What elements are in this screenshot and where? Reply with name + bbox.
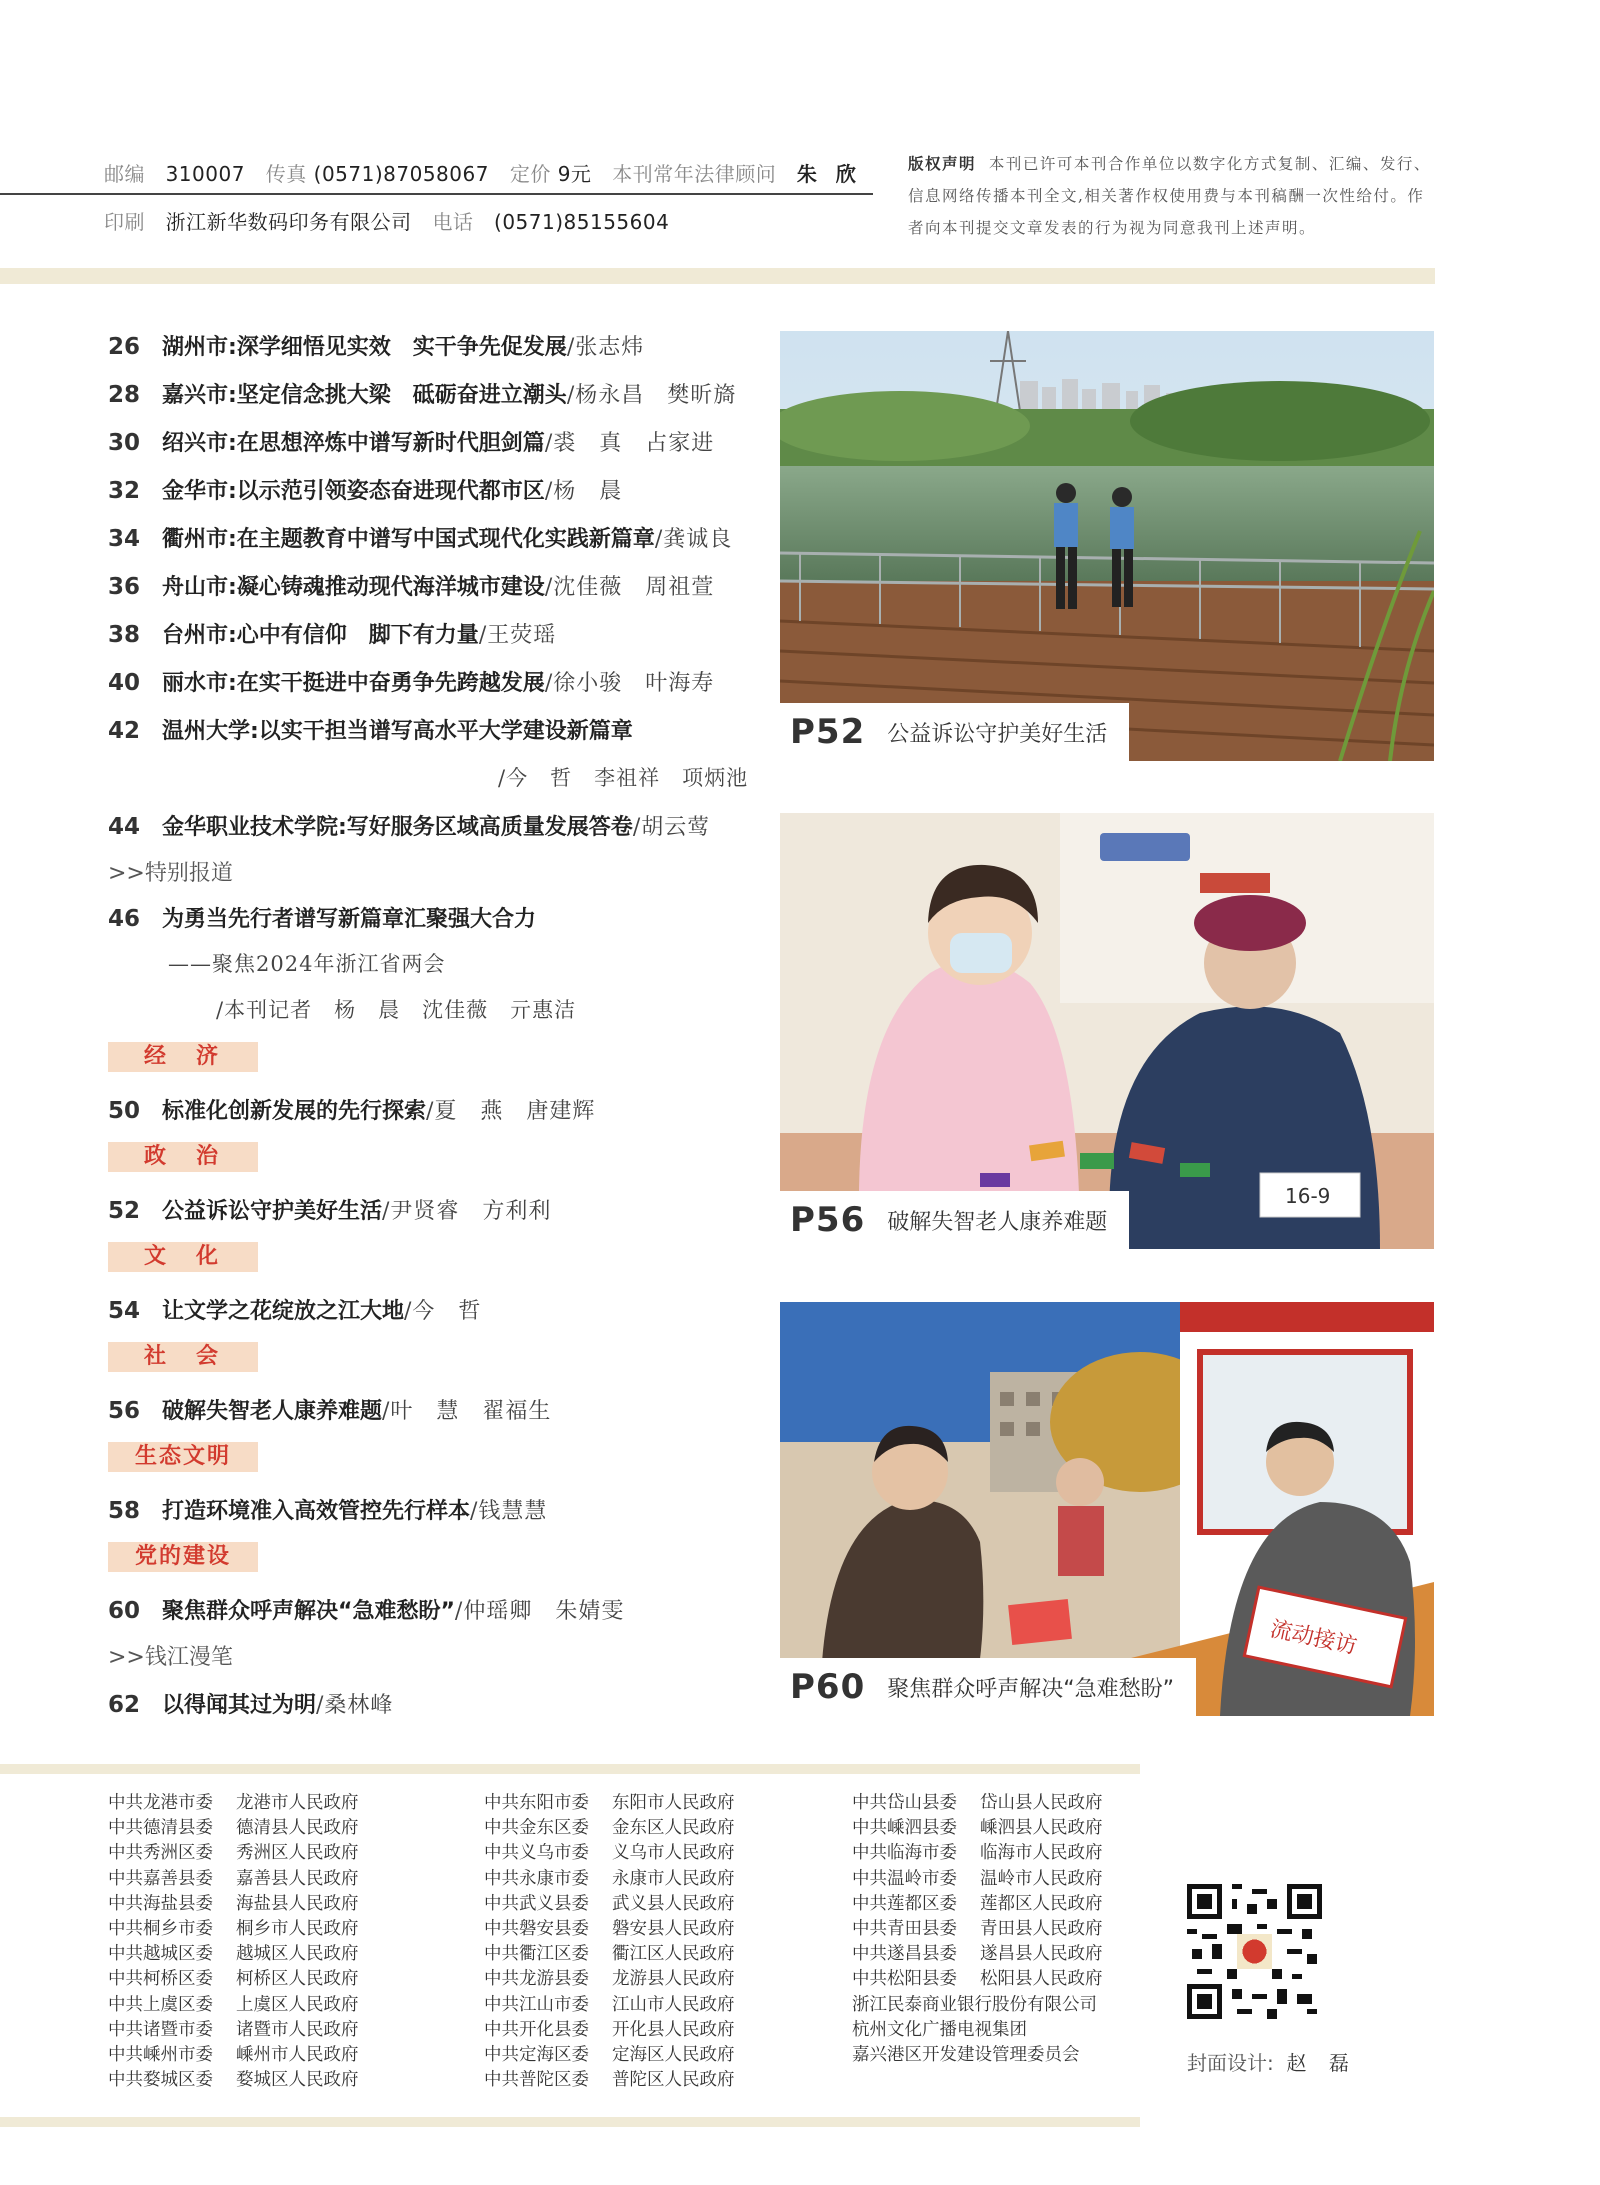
toc-entry-52[interactable] bbox=[108, 1194, 551, 1225]
toc-entry-58[interactable] bbox=[108, 1494, 547, 1525]
toc-subtitle-46: ——聚焦2024年浙江省两会 bbox=[168, 952, 446, 976]
price-label: 定价 bbox=[509, 162, 551, 186]
toc-entry-50[interactable] bbox=[108, 1094, 595, 1125]
toc-title: 让文学之花绽放之江大地 bbox=[162, 1299, 405, 1324]
toc-page: 36 bbox=[108, 574, 141, 600]
sponsor-row: 中共嵊泗县委 嵊泗县人民政府 bbox=[852, 1818, 1103, 1839]
sponsor-row: 中共越城区委 越城区人民政府 bbox=[108, 1944, 359, 1965]
photo-page-number: P60 bbox=[790, 1667, 866, 1707]
toc-author: /沈佳薇 周祖萱 bbox=[544, 575, 715, 600]
toc-title: 公益诉讼守护美好生活 bbox=[162, 1199, 383, 1224]
sponsor-row: 中共武义县委 武义县人民政府 bbox=[484, 1893, 735, 1914]
sponsor-row: 中共义乌市委 义乌市人民政府 bbox=[484, 1843, 735, 1864]
sponsor-row: 中共定海区委 定海区人民政府 bbox=[484, 2045, 735, 2066]
toc-author-42: /今 哲 李祖祥 项炳池 bbox=[498, 766, 749, 790]
toc-entry-32[interactable] bbox=[108, 474, 622, 505]
sponsor-row: 中共江山市委 江山市人民政府 bbox=[484, 1994, 735, 2015]
toc-page: 54 bbox=[108, 1298, 141, 1324]
sponsor-row: 中共永康市委 永康市人民政府 bbox=[484, 1868, 735, 1889]
toc-entry-56[interactable] bbox=[108, 1394, 551, 1425]
toc-page: 46 bbox=[108, 906, 141, 932]
photo-page-number: P56 bbox=[790, 1200, 866, 1240]
sponsor-row: 中共诸暨市委 诸暨市人民政府 bbox=[108, 2019, 359, 2040]
toc-page: 26 bbox=[108, 334, 141, 360]
sponsor-row: 中共松阳县委 松阳县人民政府 bbox=[852, 1969, 1103, 1990]
toc-author: /桑林峰 bbox=[316, 1693, 394, 1718]
sponsor-row: 中共遂昌县委 遂昌县人民政府 bbox=[852, 1944, 1103, 1965]
toc-author: /夏 燕 唐建辉 bbox=[426, 1099, 596, 1124]
toc-page: 60 bbox=[108, 1598, 141, 1624]
sponsor-row: 中共上虞区委 上虞区人民政府 bbox=[108, 1994, 359, 2015]
category-society: 社 会 bbox=[108, 1342, 258, 1372]
sponsor-row: 中共普陀区委 普陀区人民政府 bbox=[484, 2070, 735, 2091]
section-special-report[interactable]: >>特别报道 bbox=[108, 861, 233, 886]
toc-title: 温州大学:以实干担当谱写高水平大学建设新篇章 bbox=[162, 719, 633, 744]
sponsor-row: 中共开化县委 开化县人民政府 bbox=[484, 2019, 735, 2040]
toc-entry-60[interactable] bbox=[108, 1594, 624, 1625]
copyright-text: 本刊已许可本刊合作单位以数字化方式复制、汇编、发行、信息网络传播本刊全文,相关著作权使用费与本刊稿酬一次性给付。作者向本刊提交文章发表的行为视为同意我刊上述声明。 bbox=[908, 155, 1431, 237]
toc-title: 嘉兴市:坚定信念挑大梁 砥砺奋进立潮头 bbox=[162, 383, 567, 408]
category-politics: 政 治 bbox=[108, 1142, 258, 1172]
category-economy: 经 济 bbox=[108, 1042, 258, 1072]
photo-caption-text: 公益诉讼守护美好生活 bbox=[887, 721, 1108, 747]
sponsor-row: 浙江民泰商业银行股份有限公司 bbox=[852, 1994, 1097, 2015]
toc-author: /叶 慧 翟福生 bbox=[382, 1399, 552, 1424]
photo-caption-p52 bbox=[780, 703, 1129, 761]
sponsor-column-3 bbox=[852, 1791, 1103, 2068]
copyright-label: 版权声明 bbox=[908, 155, 977, 173]
photo-sign-visit: 流动接访 bbox=[1267, 1616, 1360, 1660]
toc-title: 金华职业技术学院:写好服务区域高质量发展答卷 bbox=[162, 815, 633, 840]
copyright-notice bbox=[908, 148, 1436, 244]
fax-label: 传真 bbox=[265, 162, 307, 186]
photo-p52-image bbox=[780, 331, 1434, 761]
sponsor-row: 中共婺城区委 婺城区人民政府 bbox=[108, 2070, 359, 2091]
sponsor-row: 中共东阳市委 东阳市人民政府 bbox=[484, 1793, 735, 1813]
toc-author: /仲瑶卿 朱婧雯 bbox=[454, 1599, 625, 1624]
toc-entry-38[interactable] bbox=[108, 618, 556, 649]
sponsor-row: 中共温岭市委 温岭市人民政府 bbox=[852, 1868, 1103, 1889]
cover-designer bbox=[1187, 2047, 1357, 2076]
toc-author: /今 哲 bbox=[404, 1299, 482, 1324]
toc-title: 湖州市:深学细悟见实效 实干争先促发展 bbox=[162, 335, 567, 360]
toc-entry-40[interactable] bbox=[108, 666, 714, 697]
sponsor-row: 中共龙港市委 龙港市人民政府 bbox=[108, 1793, 359, 1813]
toc-page: 42 bbox=[108, 718, 141, 744]
legal-advisor-label: 本刊常年法律顾问 bbox=[612, 162, 777, 186]
bottom-band bbox=[0, 2117, 1140, 2127]
toc-author: /张志炜 bbox=[566, 335, 645, 360]
toc-title: 丽水市:在实干挺进中奋勇争先跨越发展 bbox=[162, 671, 545, 696]
toc-title: 绍兴市:在思想淬炼中谱写新时代胆剑篇 bbox=[162, 431, 545, 456]
sponsor-row: 中共海盐县委 海盐县人民政府 bbox=[108, 1893, 359, 1914]
sponsor-row: 中共秀洲区委 秀洲区人民政府 bbox=[108, 1843, 359, 1864]
toc-title: 为勇当先行者谱写新篇章汇聚强大合力 bbox=[162, 907, 537, 932]
sponsor-row: 中共嘉善县委 嘉善县人民政府 bbox=[108, 1868, 359, 1889]
photo-p52 bbox=[780, 331, 1434, 761]
postcode-value: 310007 bbox=[165, 162, 245, 186]
toc-page: 44 bbox=[108, 814, 141, 840]
photo-p60 bbox=[780, 1302, 1434, 1716]
sponsor-row: 嘉兴港区开发建设管理委员会 bbox=[852, 2045, 1080, 2066]
toc-author: /龚诚良 bbox=[654, 527, 733, 552]
toc-page: 40 bbox=[108, 670, 141, 696]
sponsor-row: 中共莲都区委 莲都区人民政府 bbox=[852, 1893, 1103, 1914]
toc-entry-36[interactable] bbox=[108, 570, 714, 601]
toc-page: 56 bbox=[108, 1398, 141, 1424]
toc-page: 52 bbox=[108, 1198, 141, 1224]
toc-title: 标准化创新发展的先行探索 bbox=[162, 1099, 427, 1124]
fax-value: (0571)87058067 bbox=[313, 162, 489, 186]
toc-author: /杨 晨 bbox=[544, 479, 623, 504]
toc-author: /杨永昌 樊昕旖 bbox=[566, 383, 737, 408]
toc-title: 打造环境准入高效管控先行样本 bbox=[162, 1499, 471, 1524]
toc-title: 金华市:以示范引领姿态奋进现代都市区 bbox=[162, 479, 545, 504]
toc-author: /胡云莺 bbox=[632, 815, 711, 840]
sponsor-column-2 bbox=[484, 1791, 735, 2093]
photo-p60-image bbox=[780, 1302, 1434, 1716]
toc-title: 聚焦群众呼声解决“急难愁盼” bbox=[162, 1599, 455, 1624]
toc-page: 62 bbox=[108, 1692, 141, 1718]
toc-author-46: /本刊记者 杨 晨 沈佳薇 亓惠洁 bbox=[216, 998, 577, 1022]
cover-designer-label: 封面设计: bbox=[1187, 2051, 1274, 2075]
toc-title: 衢州市:在主题教育中谱写中国式现代化实践新篇章 bbox=[162, 527, 655, 552]
printer-label: 印刷 bbox=[104, 210, 145, 234]
price-value: 9元 bbox=[557, 162, 592, 186]
toc-entry-34[interactable] bbox=[108, 522, 732, 553]
sponsor-row: 中共柯桥区委 柯桥区人民政府 bbox=[108, 1969, 359, 1990]
sponsor-row: 中共岱山县委 岱山县人民政府 bbox=[852, 1793, 1103, 1813]
toc-entry-26[interactable] bbox=[108, 330, 644, 361]
sponsor-row: 中共龙游县委 龙游县人民政府 bbox=[484, 1969, 735, 1990]
toc-author: /尹贤睿 方利利 bbox=[382, 1199, 552, 1224]
toc-entry-44[interactable] bbox=[108, 810, 710, 841]
toc-entry-54[interactable] bbox=[108, 1294, 481, 1325]
toc-page: 28 bbox=[108, 382, 141, 408]
photo-caption-p60 bbox=[780, 1658, 1196, 1716]
toc-page: 32 bbox=[108, 478, 141, 504]
photo-p56 bbox=[780, 813, 1434, 1249]
category-ecology: 生态文明 bbox=[108, 1442, 258, 1472]
photo-caption-p56 bbox=[780, 1191, 1129, 1249]
toc-page: 58 bbox=[108, 1498, 141, 1524]
header-line-1 bbox=[104, 158, 876, 187]
sponsor-row: 中共磐安县委 磐安县人民政府 bbox=[484, 1919, 735, 1940]
sponsor-row: 中共临海市委 临海市人民政府 bbox=[852, 1843, 1103, 1864]
category-party: 党的建设 bbox=[108, 1542, 258, 1572]
toc-entry-30[interactable] bbox=[108, 426, 714, 457]
toc-page: 30 bbox=[108, 430, 141, 456]
toc-page: 34 bbox=[108, 526, 141, 552]
cover-designer-name: 赵 磊 bbox=[1286, 2051, 1357, 2075]
phone-value: (0571)85155604 bbox=[494, 210, 670, 234]
photo-p56-image bbox=[780, 813, 1434, 1249]
phone-label: 电话 bbox=[432, 210, 474, 234]
category-culture: 文 化 bbox=[108, 1242, 258, 1272]
photo-caption-text: 破解失智老人康养难题 bbox=[887, 1209, 1108, 1235]
toc-author: /王荧瑶 bbox=[478, 623, 557, 648]
sponsor-row: 中共青田县委 青田县人民政府 bbox=[852, 1919, 1103, 1940]
toc-author: /裘 真 占家进 bbox=[544, 431, 715, 456]
toc-author: /徐小骏 叶海寿 bbox=[544, 671, 715, 696]
sponsor-band-top bbox=[0, 1764, 1140, 1774]
toc-title: 舟山市:凝心铸魂推动现代海洋城市建设 bbox=[162, 575, 545, 600]
toc-page: 50 bbox=[108, 1098, 141, 1124]
legal-advisor-name: 朱 欣 bbox=[796, 162, 862, 186]
header-line-2 bbox=[104, 206, 683, 235]
sponsor-row: 中共衢江区委 衢江区人民政府 bbox=[484, 1944, 735, 1965]
sponsor-row: 中共桐乡市委 桐乡市人民政府 bbox=[108, 1919, 359, 1940]
toc-entry-46[interactable] bbox=[108, 902, 536, 933]
toc-entry-62[interactable] bbox=[108, 1688, 393, 1719]
photo-page-number: P52 bbox=[790, 712, 866, 752]
toc-title: 以得闻其过为明 bbox=[162, 1693, 317, 1718]
sponsor-row: 中共金东区委 金东区人民政府 bbox=[484, 1818, 735, 1839]
toc-author: /钱慧慧 bbox=[470, 1499, 548, 1524]
sponsor-row: 中共德清县委 德清县人民政府 bbox=[108, 1818, 359, 1839]
top-band bbox=[0, 268, 1435, 284]
toc-title: 破解失智老人康养难题 bbox=[162, 1399, 383, 1424]
photo-caption-text: 聚焦群众呼声解决“急难愁盼” bbox=[887, 1676, 1175, 1702]
toc-entry-28[interactable] bbox=[108, 378, 736, 409]
toc-page: 38 bbox=[108, 622, 141, 648]
toc-entry-42[interactable] bbox=[108, 714, 633, 745]
sponsor-column-1 bbox=[108, 1791, 359, 2093]
toc-title: 台州市:心中有信仰 脚下有力量 bbox=[162, 623, 479, 648]
postcode-label: 邮编 bbox=[104, 162, 145, 186]
section-qianjiang[interactable]: >>钱江漫笔 bbox=[108, 1645, 233, 1670]
sponsor-row: 中共嵊州市委 嵊州市人民政府 bbox=[108, 2045, 359, 2066]
photo-sign-16-9: 16-9 bbox=[1285, 1184, 1331, 1208]
printer-value: 浙江新华数码印务有限公司 bbox=[165, 210, 412, 234]
header-rule bbox=[0, 193, 873, 195]
qr-code-icon[interactable] bbox=[1187, 1884, 1322, 2019]
sponsor-row: 杭州文化广播电视集团 bbox=[852, 2019, 1027, 2040]
